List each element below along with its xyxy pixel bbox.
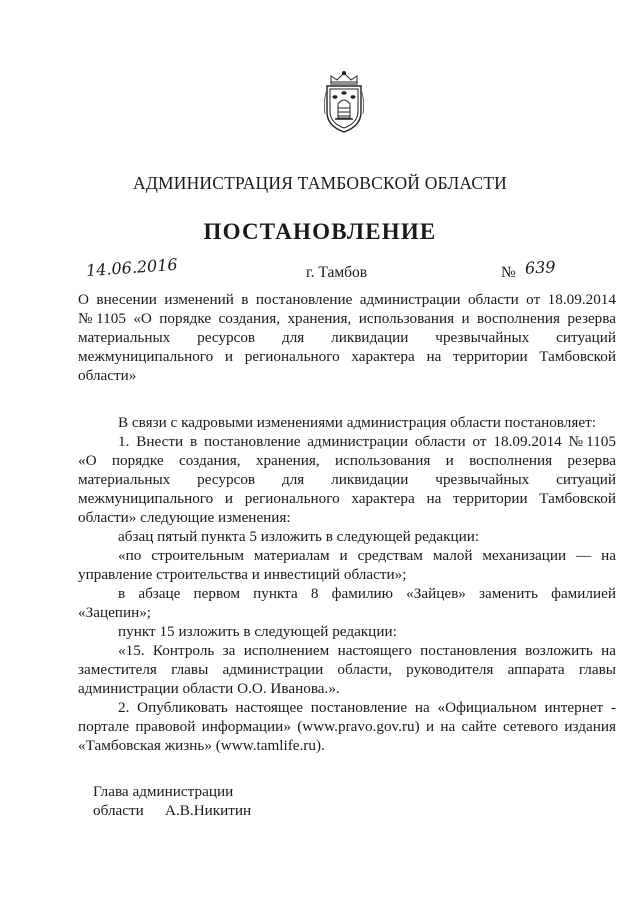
body-paragraph: межмуниципального и регионального характера на территории Тамбовской bbox=[78, 490, 616, 507]
body-paragraph: пункт 15 изложить в следующей редакции: bbox=[118, 623, 397, 640]
city-label: г. Тамбов bbox=[306, 264, 368, 281]
subject-line: области» bbox=[78, 367, 137, 384]
body-paragraph: «Тамбовская жизнь» (www.tamlife.ru). bbox=[78, 737, 325, 754]
body-paragraph: «О порядке создания, хранения, использования и восполнения резерва bbox=[78, 452, 616, 469]
body-paragraph: заместителя главы администрации области, руководителя аппарата главы bbox=[78, 661, 616, 678]
number-label: № bbox=[501, 264, 516, 281]
subject-line: межмуниципального и регионального характера на территории Тамбовской bbox=[78, 348, 616, 365]
body-paragraph: В связи с кадровыми изменениями администрация области постановляет: bbox=[118, 414, 596, 431]
body-paragraph: «по строительным материалам и средствам малой механизации — на bbox=[118, 547, 616, 564]
handwritten-date: 14.06.2016 bbox=[85, 254, 179, 281]
body-paragraph: управление строительства и инвестиций области»; bbox=[78, 566, 407, 583]
body-paragraph: абзац пятый пункта 5 изложить в следующей редакции: bbox=[118, 528, 480, 545]
signature-title-line2: области bbox=[93, 802, 144, 819]
subject-line: материальных ресурсов для ликвидации чрезвычайных ситуаций bbox=[78, 329, 616, 346]
document-type-title: ПОСТАНОВЛЕНИЕ bbox=[203, 219, 437, 244]
body-paragraph: 1. Внести в постановление администрации области от 18.09.2014 №1105 bbox=[118, 433, 616, 450]
body-paragraph: «Зацепин»; bbox=[78, 604, 152, 621]
organization-name: АДМИНИСТРАЦИЯ ТАМБОВСКОЙ ОБЛАСТИ bbox=[133, 173, 507, 193]
body-paragraph: «15. Контроль за исполнением настоящего постановления возложить на bbox=[118, 642, 616, 659]
body-paragraph: администрации области О.О. Иванова.». bbox=[78, 680, 340, 697]
signature-title: Глава администрации bbox=[93, 783, 234, 800]
body-paragraph: 2. Опубликовать настоящее постановление на «Официальном интернет - bbox=[118, 699, 616, 716]
handwritten-number: 639 bbox=[524, 257, 557, 278]
body-paragraph: области» следующие изменения: bbox=[78, 509, 291, 526]
subject-line: №1105 «О порядке создания, хранения, использования и восполнения резерва bbox=[78, 310, 616, 327]
signatory-name: А.В.Никитин bbox=[165, 802, 252, 819]
body-paragraph: в абзаце первом пункта 8 фамилию «Зайцев» заменить фамилией bbox=[118, 585, 616, 602]
body-paragraph: материальных ресурсов для ликвидации чрезвычайных ситуаций bbox=[78, 471, 616, 488]
subject-line: О внесении изменений в постановление администрации области от 18.09.2014 bbox=[78, 291, 616, 308]
body-paragraph: портале правовой информации» (www.pravo.gov.ru) и на сайте сетевого издания bbox=[78, 718, 616, 735]
coat-of-arms-emblem bbox=[321, 70, 367, 134]
